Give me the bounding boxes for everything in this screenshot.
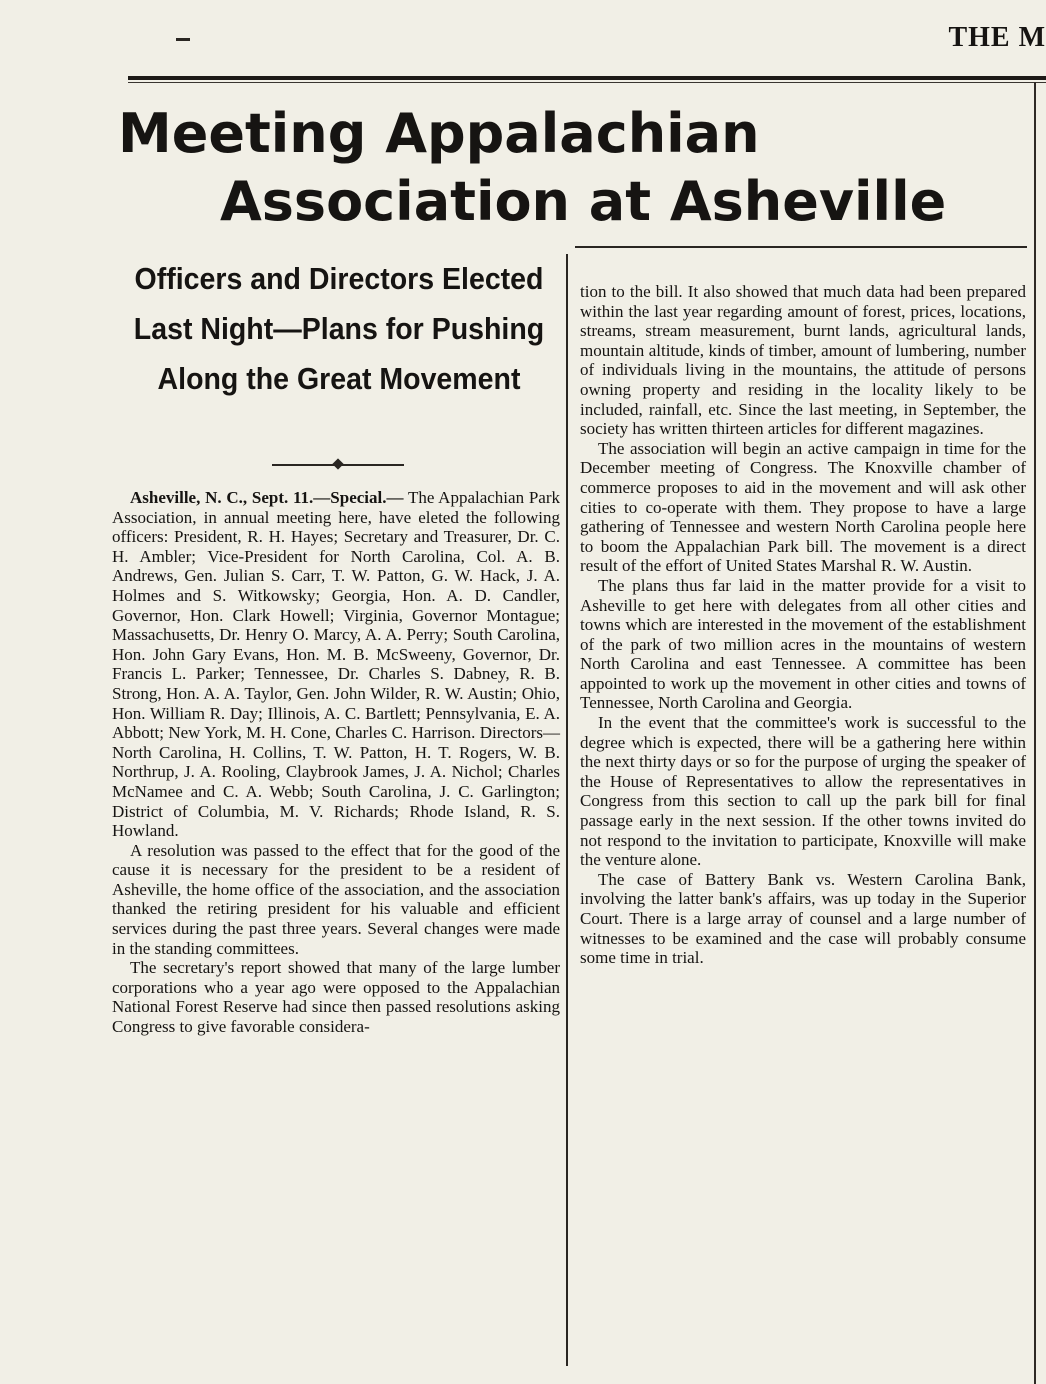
article-paragraph: A resolution was passed to the effect that for the good of the cause it is necessary for the president to be a resident of Asheville, the home office of the association, and the association thanked the retiring president for his valuable and efficient services during the past three years. Several changes were made in the standing committees. <box>112 840 560 958</box>
ornament-diamond <box>332 458 343 469</box>
subheadline: Officers and Directors Elected Last Night—Plans for Pushing Along the Great Movement <box>133 261 545 396</box>
masthead: THE M <box>948 22 1046 53</box>
top-rule <box>128 76 1046 80</box>
dateline: Asheville, N. C., Sept. 11.—Special.— <box>130 488 404 507</box>
paragraph-text: The Appalachian Park Association, in annual meeting here, have eleted the following officers: President, R. H. Hayes; Secretary and Treasurer, Dr. C. H. Ambler; Vice-President for North Carolina, Col. A. B. Andrews, Gen. Julian S. Carr, T. W. Patton, G. W. Hack, J. A. Holmes and S. Witkowsky; Georgia, Hon. A. D. Candler, Governor, Hon. Clark Howell; Virginia, Governor Montague; Massachusetts, Dr. Henry O. Marcy, A. A. Perry; South Carolina, Hon. John Gary Evans, Hon. M. B. McSweeny, Governor, Dr. Francis L. Parker; Tennessee, Dr. Charles S. Dabney, R. B. Strong, Hon. A. A. Taylor, Gen. John Wilder, R. W. Austin; Ohio, Hon. William R. Day; Illinois, A. C. Bartlett; Pennsylvania, E. A. Abbott; New York, M. H. Cone, Charles C. Harrison. Directors—North Carolina, H. Collins, T. W. Patton, H. T. Rogers, W. B. Northrup, J. A. Rooling, Claybrook James, J. A. Nichol; Charles McNamee and C. A. Webb; South Carolina, J. C. Garlington; District of Columbia, M. V. Richards; Rhode Island, R. S. Howland. <box>112 488 560 841</box>
top-rule-thin <box>128 82 1046 83</box>
right-column-rule <box>1034 82 1036 1384</box>
article-paragraph: In the event that the committee's work is successful to the degree which is expected, there will be a gathering here within the next thirty days or so for the purpose of urging the speaker of the House of Representatives to allow the representatives in Congress from this section to call up the park bill for final passage early in the next session. If the other towns invited do not respond to the invitation to participate, Knoxville will make the venture alone. <box>580 713 1026 870</box>
headline-line-1: Meeting Appalachian <box>118 102 760 165</box>
headline-rule <box>575 246 1027 248</box>
right-column <box>580 282 1026 968</box>
margin-dash <box>176 38 190 41</box>
article-paragraph: The association will begin an active campaign in time for the December meeting of Congress. The Knoxville chamber of commerce proposes to aid in the movement and will ask other cities to co-operate with them. They propose to have a large gathering of Tennessee and western North Carolina people here to boom the Appalachian Park bill. The movement is a direct result of the effort of United States Marshal R. W. Austin. <box>580 438 1026 576</box>
headline-line-2: Association at Asheville <box>220 170 947 233</box>
article-paragraph <box>112 488 560 841</box>
left-column <box>112 488 560 1037</box>
article-paragraph: tion to the bill. It also showed that much data had been prepared within the last year regarding amount of forest, prices, locations, streams, stream measurement, burnt lands, agricultural lands, mountain altitude, kinds of timber, amount of lumbering, number of individuals living in the mountains, the attitude of persons owning property and residing in the locality likely to be included, rainfall, etc. Since the last meeting, in September, the society has written thirteen articles for different magazines. <box>580 282 1026 439</box>
article-paragraph: The case of Battery Bank vs. Western Carolina Bank, involving the latter bank's affairs, was up today in the Superior Court. There is a large array of counsel and a large number of witnesses to be examined and the case will probably consume some time in trial. <box>580 869 1026 968</box>
headline <box>118 100 1030 236</box>
article-paragraph: The secretary's report showed that many of the large lumber corporations who a year ago were opposed to the Appalachian National Forest Reserve had since then passed resolutions asking Congress to give favorable considera- <box>112 958 560 1037</box>
column-divider <box>566 254 568 1366</box>
article-paragraph: The plans thus far laid in the matter provide for a visit to Asheville to get here with delegates from all other cities and towns which are interested in the movement of the establishment of the park of two million acres in the mountains of western North Carolina and east Tennessee. A committee has been appointed to work up the movement in other cities and towns of Tennessee, North Carolina and Georgia. <box>580 575 1026 713</box>
